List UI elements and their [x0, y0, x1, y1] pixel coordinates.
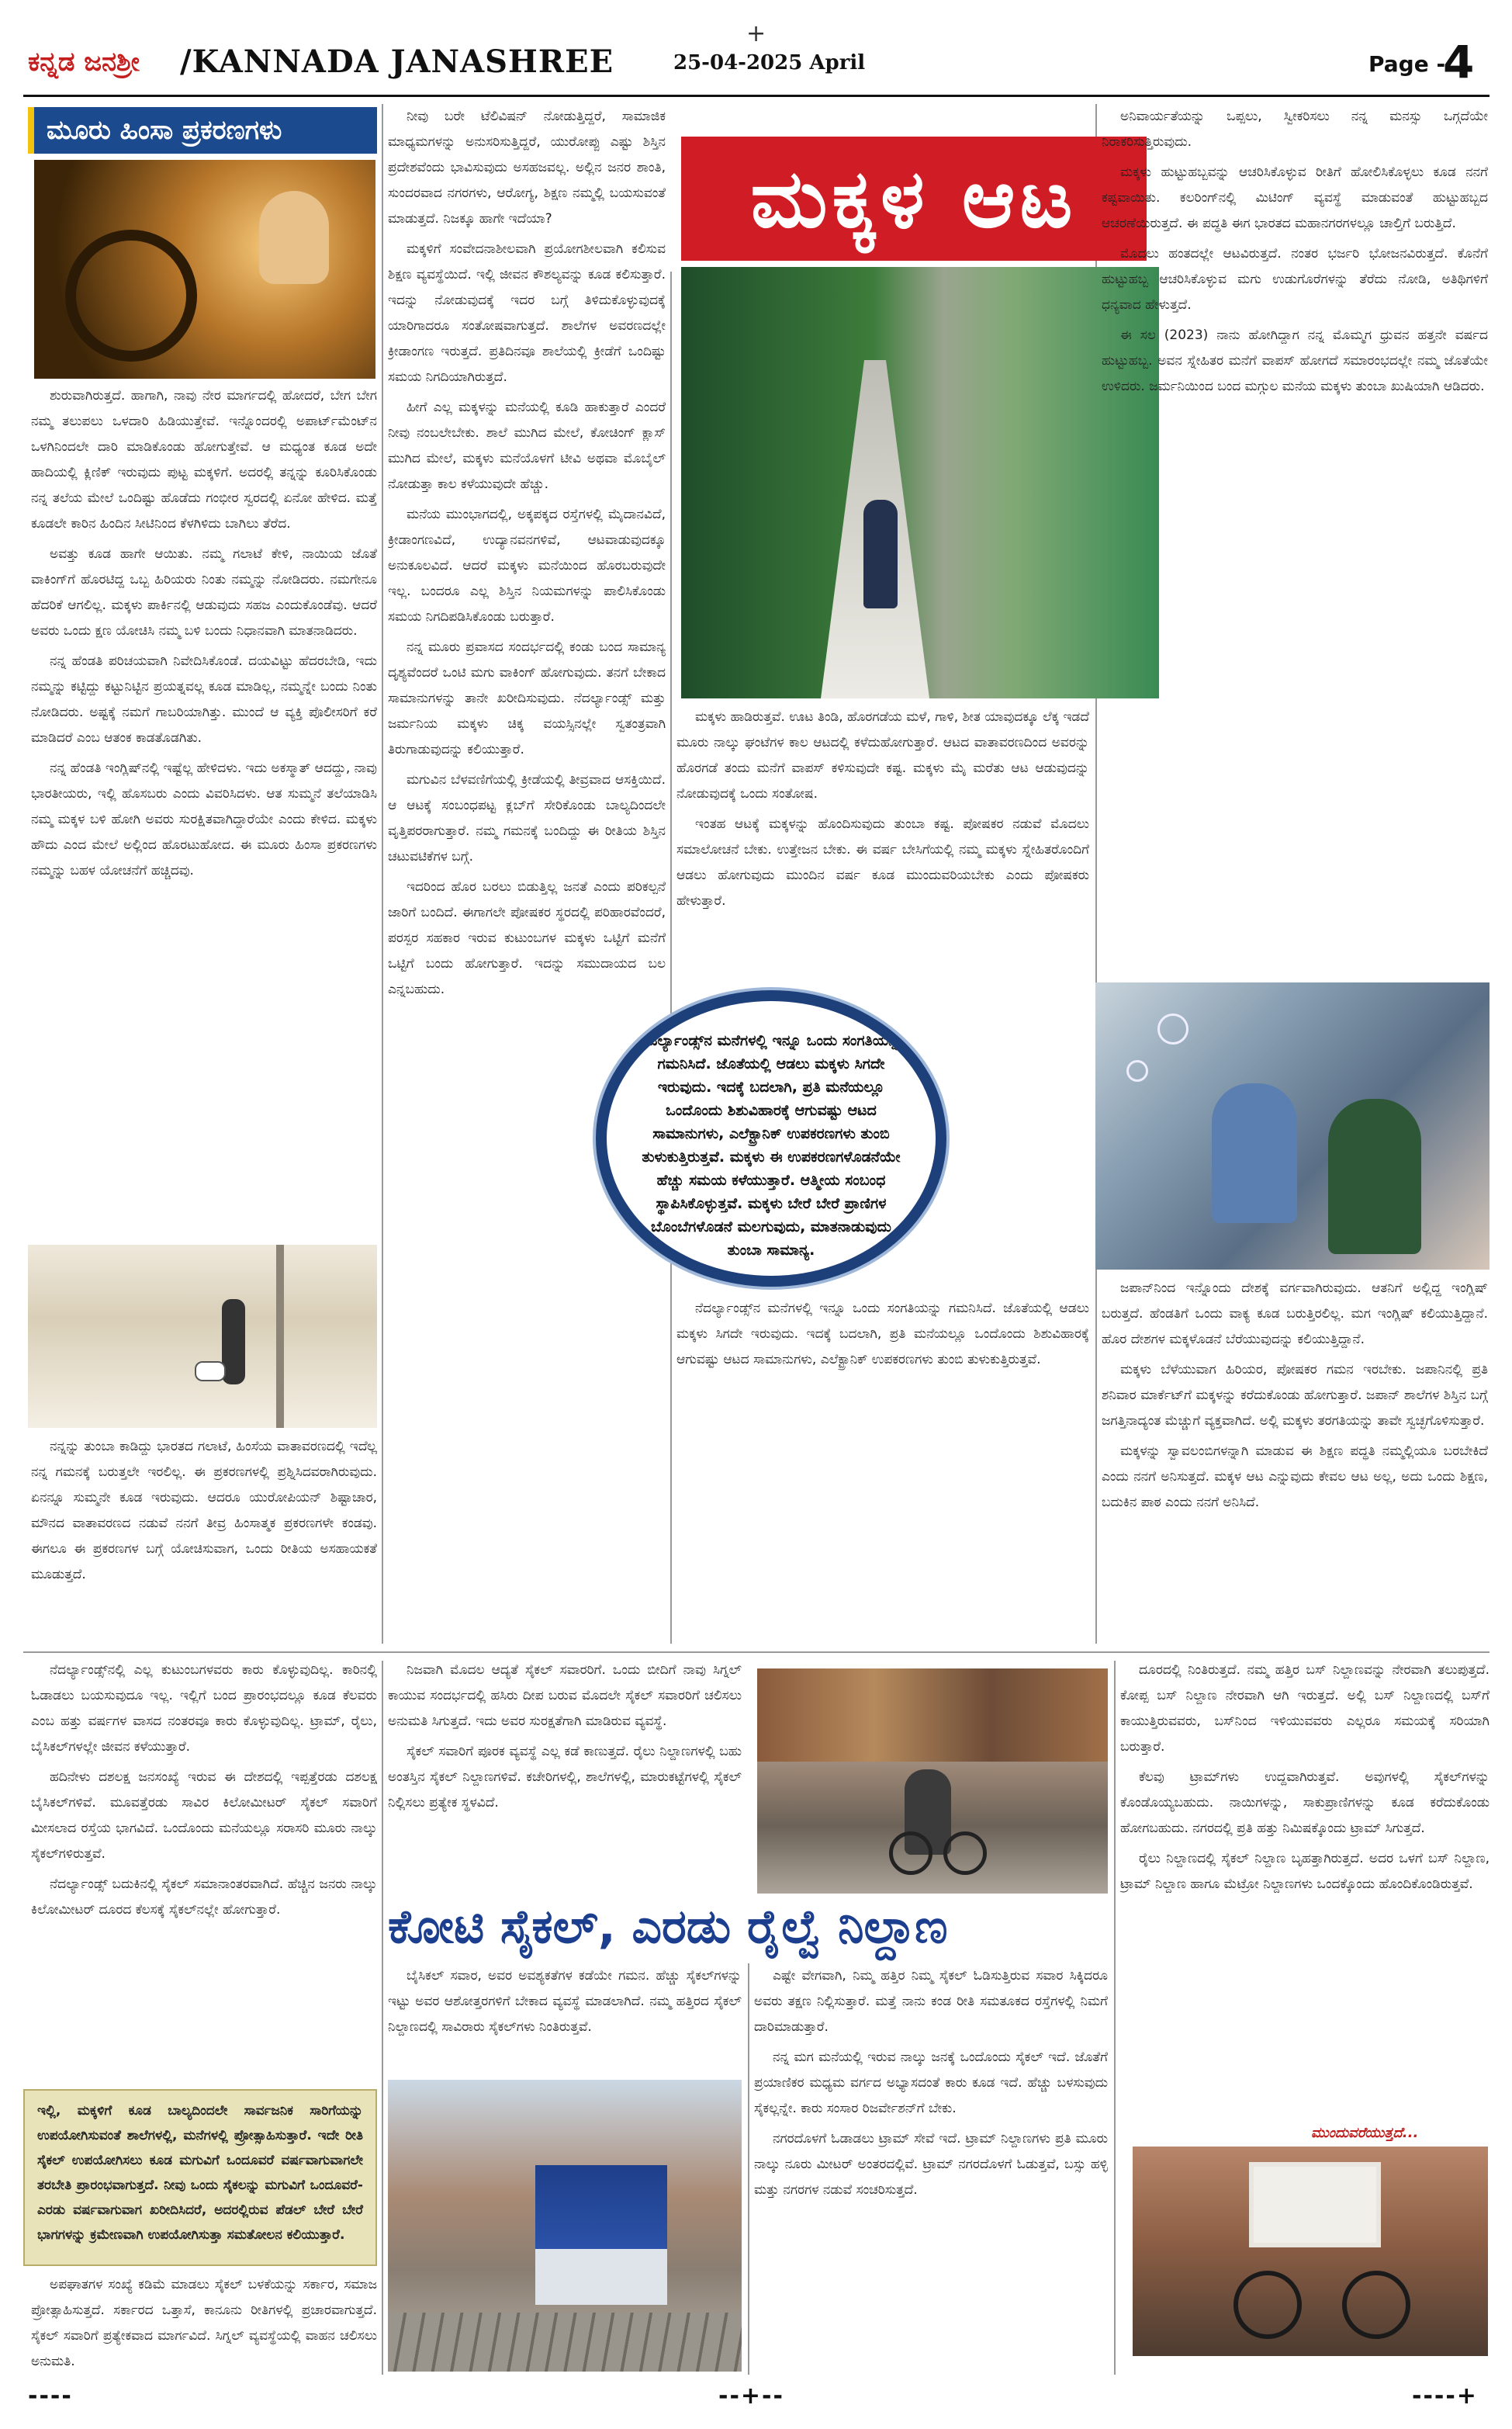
paragraph: ಅಪಘಾತಗಳ ಸಂಖ್ಯೆ ಕಡಿಮೆ ಮಾಡಲು ಸೈಕಲ್ ಬಳಕೆಯನ್ನು ಸರ್ಕಾರ, ಸಮಾಜ ಪ್ರೋತ್ಸಾಹಿಸುತ್ತದೆ. ಸರ್ಕಾರದ ಒತ್ತಾಸೆ, ಕಾನೂನು ರೀತಿಗಳಲ್ಲಿ ಪ್ರಚಾರವಾಗುತ್ತದೆ. ಸೈಕಲ್ ಸವಾರಿಗೆ ಪ್ರತ್ಯೇಕವಾದ ಮಾರ್ಗವಿದೆ. ಸಿಗ್ನಲ್ ವ್ಯವಸ್ಥೆಯಲ್ಲಿ ವಾಹನ ಚಲಿಸಲು ಅನುಮತಿ. — [31, 2277, 377, 2369]
column-three-lower-text — [676, 1296, 1089, 1641]
paragraph: ಹದಿನೇಳು ದಶಲಕ್ಷ ಜನಸಂಖ್ಯೆ ಇರುವ ಈ ದೇಶದಲ್ಲಿ ಇಪ್ಪತ್ತೆರಡು ದಶಲಕ್ಷ ಬೈಸಿಕಲ್‌ಗಳಿವೆ. ಮೂವತ್ತೆರಡು ಸಾವಿರ ಕಿಲೋಮೀಟರ್ ಸೈಕಲ್ ಸವಾರಿಗೆ ಮೀಸಲಾದ ರಸ್ತೆಯ ಭಾಗವಿದೆ. ಒಂದೊಂದು ಮನೆಯಲ್ಲೂ ಸರಾಸರಿ ಮೂರು ನಾಲ್ಕು ಸೈಕಲ್‌ಗಳಿರುತ್ತವೆ. — [31, 1769, 377, 1862]
paragraph: ಎಷ್ಟೇ ವೇಗವಾಗಿ, ನಿಮ್ಮ ಹತ್ತಿರ ನಿಮ್ಮ ಸೈಕಲ್ ಓಡಿಸುತ್ತಿರುವ ಸವಾರ ಸಿಕ್ಕಿದರೂ ಅವರು ತಕ್ಷಣ ನಿಲ್ಲಿಸುತ್ತಾರೆ. ಮತ್ತೆ ನಾನು ಕಂಡ ರೀತಿ ಸಮತೂಕದ ರಸ್ತೆಗಳಲ್ಲಿ ನಿಮಗೆ ದಾರಿಮಾಡುತ್ತಾರೆ. — [754, 1968, 1108, 2035]
paragraph: ಮನೆಯ ಮುಂಭಾಗದಲ್ಲಿ, ಅಕ್ಕಪಕ್ಕದ ರಸ್ತೆಗಳಲ್ಲಿ ಮೈದಾನವಿದೆ, ಕ್ರೀಡಾಂಗಣವಿದೆ, ಉದ್ಯಾನವನಗಳಿವೆ, ಆಟವಾಡುವುದಕ್ಕೂ ಅನುಕೂಲವಿದೆ. ಆದರೆ ಮಕ್ಕಳು ಮನೆಯಿಂದ ಹೊರಬರುವುದೇ ಇಲ್ಲ. ಬಂದರೂ ಎಲ್ಲ ಶಿಸ್ತಿನ ನಿಯಮಗಳನ್ನು ಪಾಲಿಸಿಕೊಂಡು ಸಮಯ ನಿಗದಿಪಡಿಸಿಕೊಂಡು ಬರುತ್ತಾರೆ. — [388, 507, 666, 625]
child-figure-icon — [1328, 1099, 1421, 1254]
tram-icon — [535, 2165, 667, 2305]
paragraph: ಮಕ್ಕಳನ್ನು ಸ್ವಾವಲಂಬಿಗಳನ್ನಾಗಿ ಮಾಡುವ ಈ ಶಿಕ್ಷಣ ಪದ್ಧತಿ ನಮ್ಮಲ್ಲಿಯೂ ಬರಬೇಕಿದೆ ಎಂದು ನನಗೆ ಅನಿಸುತ್ತದೆ. ಮಕ್ಕಳ ಆಟ ಎನ್ನುವುದು ಕೇವಲ ಆಟ ಅಲ್ಲ, ಅದು ಒಂದು ಶಿಕ್ಷಣ, ಬದುಕಿನ ಪಾಠ ಎಂದು ನನಗೆ ಅನಿಸಿದೆ. — [1102, 1443, 1488, 1510]
column-divider — [748, 1963, 749, 2375]
paragraph: ಶುರುವಾಗಿರುತ್ತದೆ. ಹಾಗಾಗಿ, ನಾವು ನೇರ ಮಾರ್ಗದಲ್ಲಿ ಹೋದರೆ, ಬೇಗ ಬೇಗ ನಮ್ಮ ತಲುಪಲು ಒಳದಾರಿ ಹಿಡಿಯುತ್ತೇವೆ. ಇನ್ನೊಂದರಲ್ಲಿ ಅಪಾರ್ಟ್‌ಮೆಂಟ್‌ನ ಒಳಗಿನಿಂದಲೇ ದಾರಿ ಮಾಡಿಕೊಂಡು ಹೋಗುತ್ತೇವೆ. ಆ ಮಧ್ಯಂತ ಕೂಡ ಅದೇ ಹಾದಿಯಲ್ಲಿ ಕ್ಲಿಣಿಕ್ ಇರುವುದು ಪುಟ್ಟ ಮಕ್ಕಳಿಗೆ. ಅದರಲ್ಲಿ ತನ್ನನ್ನು ಕೂರಿಸಿಕೊಂಡು ನನ್ನ ತಲೆಯ ಮೇಲೆ ಒಂದಿಷ್ಟು ಹೊಡೆದು ಗಂಭೀರ ಸ್ವರದಲ್ಲಿ ಏನೋ ಹೇಳಿದ. ಮತ್ತೆ ಕೂಡಲೇ ಕಾರಿನ ಹಿಂದಿನ ಸೀಟಿನಿಂದ ಕೆಳಗಿಳಿದು ಬಾಗಿಲು ತೆರೆದ. — [31, 388, 377, 532]
issue-date: 25-04-2025 April — [673, 51, 866, 74]
cyclists-street-photo — [757, 1668, 1108, 1894]
column-divider — [382, 104, 383, 1644]
canal-houses-icon — [757, 1668, 1108, 1762]
cycle-story-headline: ಕೋಟಿ ಸೈಕಲ್, ಎರಡು ರೈಲ್ವೆ ನಿಲ್ದಾಣ — [388, 1900, 948, 1954]
cycle-column-two-text — [388, 1658, 742, 1890]
registration-mark-icon: + — [746, 20, 766, 47]
paragraph: ನನ್ನ ಮೂರು ಪ್ರವಾಸದ ಸಂದರ್ಭದಲ್ಲಿ ಕಂಡು ಬಂದ ಸಾಮಾನ್ಯ ದೃಶ್ಯವೆಂದರೆ ಒಂಟಿ ಮಗು ವಾಕಿಂಗ್ ಹೋಗುವುದು. ತನಗೆ ಬೇಕಾದ ಸಾಮಾನುಗಳನ್ನು ತಾನೇ ಖರೀದಿಸುವುದು. ನೆದರ್ಲ್ಯಾಂಡ್ಸ್ ಮತ್ತು ಜರ್ಮನಿಯ ಮಕ್ಕಳು ಚಿಕ್ಕ ವಯಸ್ಸಿನಲ್ಲೇ ಸ್ವತಂತ್ರವಾಗಿ ತಿರುಗಾಡುವುದನ್ನು ಕಲಿಯುತ್ತಾರೆ. — [388, 639, 666, 757]
bicycle-wheel-icon — [943, 1831, 987, 1875]
column-three-text — [676, 705, 1089, 984]
paragraph: ನನ್ನನ್ನು ತುಂಬಾ ಕಾಡಿದ್ದು ಭಾರತದ ಗಲಾಟೆ, ಹಿಂಸೆಯ ವಾತಾವರಣದಲ್ಲಿ ಇದೆಲ್ಲ ನನ್ನ ಗಮನಕ್ಕೆ ಬರುತ್ತಲೇ ಇರಲಿಲ್ಲ. ಈ ಪ್ರಕರಣಗಳಲ್ಲಿ ಪ್ರಶ್ನಿಸಿದವರಾಗಿರುವುದು. ಏನನ್ನೂ ಸುಮ್ಮನೇ ಕೂಡ ಇರುವುದು. ಆದರೂ ಯುರೋಪಿಯನ್ ಶಿಷ್ಟಾಚಾರ, ಮೌನದ ವಾತಾವರಣದ ನಡುವೆ ನನಗೆ ತೀವ್ರ ಹಿಂಸಾತ್ಮಕ ಪ್ರಕರಣಗಳೇ ಕಂಡವು. ಈಗಲೂ ಈ ಪ್ರಕರಣಗಳ ಬಗ್ಗೆ ಯೋಚಿಸುವಾಗ, ಒಂದು ರೀತಿಯ ಅಸಹಾಯಕತೆ ಮೂಡುತ್ತದೆ. — [31, 1439, 377, 1582]
cycle-column-one-text — [31, 1658, 377, 2084]
paragraph: ಮಕ್ಕಳು ಬೆಳೆಯುವಾಗ ಹಿರಿಯರ, ಪೋಷಕರ ಗಮನ ಇರಬೇಕು. ಜಪಾನಿನಲ್ಲಿ ಪ್ರತಿ ಶನಿವಾರ ಮಾರ್ಕೆಟ್‌ಗೆ ಮಕ್ಕಳನ್ನು ಕರೆದುಕೊಂಡು ಹೋಗುತ್ತಾರೆ. ಜಪಾನ್ ಶಾಲೆಗಳ ಶಿಸ್ತಿನ ಬಗ್ಗೆ ಜಗತ್ತಿನಾದ್ಯಂತ ಮೆಚ್ಚುಗೆ ವ್ಯಕ್ತವಾಗಿದೆ. ಅಲ್ಲಿ ಮಕ್ಕಳು ತರಗತಿಯನ್ನು ತಾವೇ ಸ್ವಚ್ಛಗೊಳಿಸುತ್ತಾರೆ. — [1102, 1362, 1488, 1429]
paragraph: ಜಪಾನ್‌ನಿಂದ ಇನ್ನೊಂದು ದೇಶಕ್ಕೆ ವರ್ಗವಾಗಿರುವುದು. ಆತನಿಗೆ ಅಲ್ಲಿದ್ದ ಇಂಗ್ಲಿಷ್ ಬರುತ್ತದೆ. ಹೆಂಡತಿಗೆ ಒಂದು ವಾಕ್ಯ ಕೂಡ ಬರುತ್ತಿರಲಿಲ್ಲ. ಮಗ ಇಂಗ್ಲಿಷ್ ಕಲಿಯುತ್ತಿದ್ದಾನೆ. ಹೊರ ದೇಶಗಳ ಮಕ್ಕಳೊಡನೆ ಬೆರೆಯುವುದನ್ನು ಕಲಿಯುತ್ತಿದ್ದಾನೆ. — [1102, 1280, 1488, 1347]
paragraph: ನಿಜವಾಗಿ ಮೊದಲ ಆದ್ಯತೆ ಸೈಕಲ್ ಸವಾರರಿಗೆ. ಒಂದು ಬೀದಿಗೆ ನಾವು ಸಿಗ್ನಲ್ ಕಾಯುವ ಸಂದರ್ಭದಲ್ಲಿ ಹಸಿರು ದೀಪ ಬರುವ ಮೊದಲೇ ಸೈಕಲ್ ಸವಾರರಿಗೆ ಚಲಿಸಲು ಅನುಮತಿ ಸಿಗುತ್ತದೆ. ಇದು ಅವರ ಸುರಕ್ಷತೆಗಾಗಿ ಮಾಡಿರುವ ವ್ಯವಸ್ಥೆ. — [388, 1662, 742, 1729]
paragraph: ಸೈಕಲ್ ಸವಾರಿಗೆ ಪೂರಕ ವ್ಯವಸ್ಥೆ ಎಲ್ಲ ಕಡೆ ಕಾಣುತ್ತದೆ. ರೈಲು ನಿಲ್ದಾಣಗಳಲ್ಲಿ ಬಹು ಅಂತಸ್ತಿನ ಸೈಕಲ್ ನಿಲ್ದಾಣಗಳಿವೆ. ಕಚೇರಿಗಳಲ್ಲಿ, ಶಾಲೆಗಳಲ್ಲಿ, ಮಾರುಕಟ್ಟೆಗಳಲ್ಲಿ ಸೈಕಲ್ ನಿಲ್ಲಿಸಲು ಪ್ರತ್ಯೇಕ ಸ್ಥಳವಿದೆ. — [388, 1744, 742, 1810]
column-divider — [1114, 1661, 1116, 2375]
paragraph: ರೈಲು ನಿಲ್ದಾಣದಲ್ಲಿ ಸೈಕಲ್ ನಿಲ್ದಾಣ ಬೃಹತ್ತಾಗಿರುತ್ತದೆ. ಅದರ ಒಳಗೆ ಬಸ್ ನಿಲ್ದಾಣ, ಟ್ರಾಮ್ ನಿಲ್ದಾಣ ಹಾಗೂ ಮೆಟ್ರೋ ನಿಲ್ದಾಣಗಳು ಒಂದಕ್ಕೊಂದು ಹೊಂದಿಕೊಂಡಿರುತ್ತವೆ. — [1120, 1851, 1490, 1892]
paragraph: ಮಗುವಿನ ಬೆಳವಣಿಗೆಯಲ್ಲಿ ಕ್ರೀಡೆಯಲ್ಲಿ ತೀವ್ರವಾದ ಆಸಕ್ತಿಯಿದೆ. ಆ ಆಟಕ್ಕೆ ಸಂಬಂಧಪಟ್ಟ ಕ್ಲಬ್‌ಗೆ ಸೇರಿಕೊಂಡು ಬಾಲ್ಯದಿಂದಲೇ ವೃತ್ತಿಪರರಾಗುತ್ತಾರೆ. ನಮ್ಮ ಗಮನಕ್ಕೆ ಬಂದಿದ್ದು ಈ ರೀತಿಯ ಶಿಸ್ತಿನ ಚಟುವಟಿಕೆಗಳ ಬಗ್ಗೆ. — [388, 772, 666, 865]
paragraph: ನಗರದೊಳಗೆ ಓಡಾಡಲು ಟ್ರಾಮ್ ಸೇವೆ ಇದೆ. ಟ್ರಾಮ್ ನಿಲ್ದಾಣಗಳು ಪ್ರತಿ ಮೂರು ನಾಲ್ಕು ನೂರು ಮೀಟರ್ ಅಂತರದಲ್ಲಿವೆ. ಟ್ರಾಮ್ ನಗರದೊಳಗೆ ಓಡುತ್ತವೆ, ಬಸ್ಸು ಹಳ್ಳಿ ಮತ್ತು ನಗರಗಳ ನಡುವೆ ಸಂಚರಿಸುತ್ತದೆ. — [754, 2131, 1108, 2198]
paragraph: ಮೊದಲು ಹಂತದಲ್ಲೇ ಆಟವಿರುತ್ತದೆ. ನಂತರ ಭರ್ಜರಿ ಭೋಜನವಿರುತ್ತದೆ. ಕೊನೆಗೆ ಹುಟ್ಟುಹಬ್ಬ ಆಚರಿಸಿಕೊಳ್ಳುವ ಮಗು ಉಡುಗೊರೆಗಳನ್ನು ತೆರೆದು ನೋಡಿ, ಅತಿಥಿಗಳಿಗೆ ಧನ್ಯವಾದ ಹೇಳುತ್ತದೆ. — [1102, 246, 1488, 313]
driver-figure-icon — [259, 191, 329, 284]
dog-icon — [195, 1361, 226, 1381]
paragraph: ನೆದರ್ಲ್ಯಾಂಡ್ಸ್ ಬದುಕಿನಲ್ಲಿ ಸೈಕಲ್ ಸಮಾನಾಂತರವಾಗಿದೆ. ಹೆಚ್ಚಿನ ಜನರು ನಾಲ್ಕು ಕಿಲೋಮೀಟರ್ ದೂರದ ಕೆಲಸಕ್ಕೆ ಸೈಕಲ್‌ನಲ್ಲೇ ಹೋಗುತ್ತಾರೆ. — [31, 1876, 377, 1918]
footer-right-mark: ----+ — [1412, 2382, 1478, 2410]
steering-wheel-icon — [65, 230, 197, 362]
highlight-box: ಇಲ್ಲಿ, ಮಕ್ಕಳಿಗೆ ಕೂಡ ಬಾಲ್ಯದಿಂದಲೇ ಸಾರ್ವಜನಿಕ ಸಾರಿಗೆಯನ್ನು ಉಪಯೋಗಿಸುವಂತೆ ಶಾಲೆಗಳಲ್ಲಿ, ಮನೆಗಳಲ್ಲಿ ಪ್ರೋತ್ಸಾಹಿಸುತ್ತಾರೆ. ಇದೇ ರೀತಿ ಸೈಕಲ್ ಉಪಯೋಗಿಸಲು ಕೂಡ ಮಗುವಿಗೆ ಒಂದೂವರೆ ವರ್ಷವಾಗುವಾಗಲೇ ತರಬೇತಿ ಪ್ರಾರಂಭವಾಗುತ್ತದೆ. ನೀವು ಒಂದು ಸೈಕಲನ್ನು ಮಗುವಿಗೆ ಒಂದೂವರೆ-ಎರಡು ವರ್ಷವಾಗುವಾಗ ಖರೀದಿಸಿದರೆ, ಅದರಲ್ಲಿರುವ ಪೆಡಲ್ ಬೇರೆ ಬೇರೆ ಭಾಗಗಳನ್ನು ಕ್ರಮೇಣವಾಗಿ ಉಪಯೋಗಿಸುತ್ತಾ ಸಮತೋಲನ ಕಲಿಯುತ್ತಾರೆ. — [23, 2089, 377, 2266]
man-walking-dog-photo — [28, 1245, 377, 1428]
paragraph: ಮಕ್ಕಳು ಹುಟ್ಟುಹಬ್ಬವನ್ನು ಆಚರಿಸಿಕೊಳ್ಳುವ ರೀತಿಗೆ ಹೋಲಿಸಿಕೊಳ್ಳಲು ಕೂಡ ನನಗೆ ಕಷ್ಟವಾಯಿತು. ಕಲರಿಂಗ್‌ನಲ್ಲಿ ಮಿಟಿಂಗ್ ವ್ಯವಸ್ಥೆ ಮಾಡುವಂತೆ ಹುಟ್ಟುಹಬ್ಬದ ಆಚರಣೆಯಿರುತ್ತದೆ. ಈ ಪದ್ಧತಿ ಈಗ ಭಾರತದ ಮಹಾನಗರಗಳಲ್ಲೂ ಚಾಲ್ತಿಗೆ ಬರುತ್ತಿದೆ. — [1102, 165, 1488, 231]
paragraph: ಅನಿವಾರ್ಯತೆಯನ್ನು ಒಪ್ಪಲು, ಸ್ವೀಕರಿಸಲು ನನ್ನ ಮನಸ್ಸು ಒಗ್ಗದೆಯೇ ನಿರಾಕರಿಸುತ್ತಿರುವುದು. — [1102, 109, 1488, 150]
paragraph: ನೆದರ್ಲ್ಯಾಂಡ್ಸ್‌ನಲ್ಲಿ ಎಲ್ಲ ಕುಟುಂಬಗಳವರು ಕಾರು ಕೊಳ್ಳುವುದಿಲ್ಲ. ಕಾರಿನಲ್ಲಿ ಓಡಾಡಲು ಬಯಸುವುದೂ ಇಲ್ಲ. ಇಲ್ಲಿಗೆ ಬಂದ ಪ್ರಾರಂಭದಲ್ಲೂ ಕೂಡ ಕೆಲವರು ಎಂಬ ಹತ್ತು ವರ್ಷಗಳ ವಾಸದ ನಂತರವೂ ಕಾರು ಕೊಳ್ಳುವುದಿಲ್ಲ. ಟ್ರಾಮ್, ರೈಲು, ಬೈಸಿಕಲ್‌ಗಳಲ್ಲೇ ಜೀವನ ಕಳೆಯುತ್ತಾರೆ. — [31, 1662, 377, 1755]
bubble-icon — [1157, 1014, 1188, 1045]
paragraph: ಮಕ್ಕಳು ಹಾಡಿರುತ್ತವೆ. ಊಟ ತಿಂಡಿ, ಹೊರಗಡೆಯ ಮಳೆ, ಗಾಳಿ, ಶೀತ ಯಾವುದಕ್ಕೂ ಲೆಕ್ಕ ಇಡದೆ ಮೂರು ನಾಲ್ಕು ಘಂಟೆಗಳ ಕಾಲ ಆಟದಲ್ಲಿ ಕಳೆದುಹೋಗುತ್ತಾರೆ. ಆಟದ ವಾತಾವರಣದಿಂದ ಅವರನ್ನು ಹೊರಗಡೆ ತಂದು ಮನೆಗೆ ವಾಪಸ್ ಕಳಿಸುವುದೇ ಕಷ್ಟ. ಮಕ್ಕಳು ಮೈ ಮರೆತು ಆಟ ಆಡುವುದನ್ನು ನೋಡುವುದಕ್ಕೆ ಒಂದು ಸಂತೋಷ. — [676, 709, 1089, 802]
paragraph: ನನ್ನ ಹೆಂಡತಿ ಇಂಗ್ಲಿಷ್‌ನಲ್ಲಿ ಇಷ್ಟೆಲ್ಲ ಹೇಳಿದಳು. ಇದು ಅಕಸ್ಮಾತ್ ಆದದ್ದು, ನಾವು ಭಾರತೀಯರು, ಇಲ್ಲಿ ಹೊಸಬರು ಎಂದು ವಿವರಿಸಿದಳು. ಆತ ಸುಮ್ಮನೆ ತಲೆಯಾಡಿಸಿ ನಮ್ಮ ಮಕ್ಕಳ ಬಳಿ ಹೋಗಿ ಅವರು ಸುರಕ್ಷಿತವಾಗಿದ್ದಾರೆಯೇ ಎಂದು ಕೇಳಿದ. ಮಕ್ಕಳು ಹೌದು ಎಂದ ಮೇಲೆ ಅಲ್ಲಿಂದ ಹೊರಟುಹೋದ. ಈ ಮೂರು ಹಿಂಸಾ ಪ್ರಕರಣಗಳು ನಮ್ಮನ್ನು ಬಹಳ ಯೋಚನೆಗೆ ಹಚ್ಚಿದವು. — [31, 761, 377, 878]
paragraph: ನೀವು ಬರೇ ಟೆಲಿವಿಷನ್ ನೋಡುತ್ತಿದ್ದರೆ, ಸಾಮಾಜಿಕ ಮಾಧ್ಯಮಗಳನ್ನು ಅನುಸರಿಸುತ್ತಿದ್ದರೆ, ಯುರೋಪ್ಪು ಎಷ್ಟು ಶಿಸ್ತಿನ ಪ್ರದೇಶವೆಂದು ಭಾವಿಸುವುದು ಅಸಹಜವಲ್ಲ. ಅಲ್ಲಿನ ಜನರ ಶಾಂತಿ, ಸುಂದರವಾದ ನಗರಗಳು, ಆರೋಗ್ಯ, ಶಿಕ್ಷಣ ನಮ್ಮಲ್ಲಿ ಬಯಸುವಂತೆ ಮಾಡುತ್ತದೆ. ನಿಜಕ್ಕೂ ಹಾಗೇ ಇದೆಯಾ? — [388, 109, 666, 227]
paragraph: ಕೆಲವು ಟ್ರಾಮ್‌ಗಳು ಉದ್ದವಾಗಿರುತ್ತವೆ. ಅವುಗಳಲ್ಲಿ ಸೈಕಲ್‌ಗಳನ್ನು ಕೊಂಡೊಯ್ಯಬಹುದು. ನಾಯಿಗಳನ್ನು, ಸಾಕುಪ್ರಾಣಿಗಳನ್ನು ಕೂಡ ಕರೆದುಕೊಂಡು ಹೋಗಬಹುದು. ನಗರದಲ್ಲಿ ಪ್ರತಿ ಹತ್ತು ನಿಮಿಷಕ್ಕೊಂದು ಟ್ರಾಮ್ ಸಿಗುತ್ತದೆ. — [1120, 1769, 1490, 1836]
tram-station-photo — [388, 2080, 742, 2372]
column-four-text — [1102, 104, 1488, 976]
paragraph: ಈ ಸಲ (2023) ನಾನು ಹೋಗಿದ್ದಾಗ ನನ್ನ ಮೊಮ್ಮಗ ಧ್ರುವನ ಹತ್ತನೇ ವರ್ಷದ ಹುಟ್ಟುಹಬ್ಬ. ಅವನ ಸ್ನೇಹಿತರ ಮನೆಗೆ ವಾಪಸ್ ಹೋಗದೆ ಸಮಾರಂಭದಲ್ಲೇ ನಮ್ಮ ಜೊತೆಯೇ ಉಳಿದರು. ಜರ್ಮನಿಯಿಂದ ಬಂದ ಮಗ್ಗುಲ ಮನೆಯ ಮಕ್ಕಳು ತುಂಬಾ ಖುಷಿಯಾಗಿ ಆಡಿದರು. — [1102, 327, 1488, 394]
bicycle-wheel-icon — [1342, 2271, 1410, 2339]
window-icon — [1249, 2162, 1381, 2247]
page-label: Page - — [1368, 51, 1446, 77]
feature-title-banner: ಮಕ್ಕಳ ಆಟ — [681, 137, 1147, 261]
left-column-text — [31, 383, 377, 1237]
child-walking-path-photo — [681, 267, 1159, 698]
footer-left-mark: ---- — [28, 2382, 73, 2410]
column-four-lower-text — [1102, 1276, 1488, 1641]
paragraph: ಹೀಗೆ ಎಲ್ಲ ಮಕ್ಕಳನ್ನು ಮನೆಯಲ್ಲಿ ಕೂಡಿ ಹಾಕುತ್ತಾರೆ ಎಂದರೆ ನೀವು ನಂಬಲೇಬೇಕು. ಶಾಲೆ ಮುಗಿದ ಮೇಲೆ, ಕೋಚಿಂಗ್ ಕ್ಲಾಸ್ ಮುಗಿದ ಮೇಲೆ, ಮಕ್ಕಳು ಮನೆಯೊಳಗೆ ಟೀವಿ ಅಥವಾ ಮೊಬೈಲ್ ನೋಡುತ್ತಾ ಕಾಲ ಕಳೆಯುವುದೇ ಹೆಚ್ಚು. — [388, 400, 666, 492]
footer-center-mark: --+-- — [718, 2382, 784, 2410]
column-divider — [382, 1661, 383, 2375]
page-number: 4 — [1443, 36, 1475, 88]
children-bubbles-photo — [1095, 982, 1490, 1270]
section-divider — [23, 1651, 1490, 1653]
lamp-post-icon — [276, 1245, 284, 1428]
paragraph: ಇದರಿಂದ ಹೊರ ಬರಲು ಬಿಡುತ್ತಿಲ್ಲ ಜನತೆ ಎಂದು ಪರಿಕಲ್ಪನೆ ಜಾರಿಗೆ ಬಂದಿದೆ. ಈಗಾಗಲೇ ಪೋಷಕರ ಸ್ಥರದಲ್ಲಿ ಪರಿಹಾರವೆಂದರೆ, ಪರಸ್ಪರ ಸಹಕಾರ ಇರುವ ಕುಟುಂಬಗಳ ಮಕ್ಕಳು ಒಟ್ಟಿಗೆ ಮನೆಗೆ ಒಟ್ಟಿಗೆ ಬಂದು ಹೋಗುತ್ತಾರೆ. ಇದನ್ನು ಸಮುದಾಯದ ಬಲ ಎನ್ನಬಹುದು. — [388, 879, 666, 997]
bicycle-wheel-icon — [1233, 2271, 1302, 2339]
paragraph: ನೆದರ್ಲ್ಯಾಂಡ್ಸ್‌ನ ಮನೆಗಳಲ್ಲಿ ಇನ್ನೂ ಒಂದು ಸಂಗತಿಯನ್ನು ಗಮನಿಸಿದೆ. ಜೊತೆಯಲ್ಲಿ ಆಡಲು ಮಕ್ಕಳು ಸಿಗದೇ ಇರುವುದು. ಇದಕ್ಕೆ ಬದಲಾಗಿ, ಪ್ರತಿ ಮನೆಯಲ್ಲೂ ಒಂದೊಂದು ಶಿಶುವಿಹಾರಕ್ಕೆ ಆಗುವಷ್ಟು ಆಟದ ಸಾಮಾನುಗಳು, ಎಲೆಕ್ಟ್ರಾನಿಕ್ ಉಪಕರಣಗಳು ತುಂಬಿ ತುಳುಕುತ್ತಿರುತ್ತವೆ. — [676, 1301, 1089, 1367]
pull-quote — [593, 987, 950, 1290]
child-figure-icon — [1212, 1083, 1297, 1223]
paragraph: ನನ್ನ ಹೆಂಡತಿ ಪರಿಚಯವಾಗಿ ನಿವೇದಿಸಿಕೊಂಡೆ. ದಯವಿಟ್ಟು ಹೆದರಬೇಡಿ, ಇದು ನಮ್ಮನ್ನು ಕಟ್ಟಿದ್ದು ಕಟ್ಟುನಿಟ್ಟಿನ ಪ್ರಯತ್ನವಲ್ಲ ಕೂಡ ಮಾಡಿಲ್ಲ, ನಮ್ಮನ್ನೇ ಬಂದು ನಿಂತು ನೋಡಿದರು. ಅಷ್ಟಕ್ಕೆ ನಮಗೆ ಗಾಬರಿಯಾಗಿತ್ತು. ಮುಂದೆ ಆ ವ್ಯಕ್ತಿ ಪೊಲೀಸರಿಗೆ ಕರೆ ಮಾಡಿದರೆ ಎಂಬ ಆತಂಕ ಕಾಡತೊಡಗಿತು. — [31, 653, 377, 746]
paragraph: ಅವತ್ತು ಕೂಡ ಹಾಗೇ ಆಯಿತು. ನಮ್ಮ ಗಲಾಟೆ ಕೇಳಿ, ನಾಯಿಯ ಜೊತೆ ವಾಕಿಂಗ್‌ಗೆ ಹೊರಟಿದ್ದ ಒಬ್ಬ ಹಿರಿಯರು ನಿಂತು ನಮ್ಮನ್ನು ನೋಡಿದರು. ನಮಗೇನೂ ಹೆದರಿಕೆ ಆಗಲಿಲ್ಲ. ಮಕ್ಕಳು ಪಾರ್ಕಿನಲ್ಲಿ ಆಡುವುದು ಸಹಜ ಎಂದುಕೊಂಡೆವು. ಆದರೆ ಅವರು ಒಂದು ಕ್ಷಣ ಯೋಚಿಸಿ ನಮ್ಮ ಬಳಿ ಬಂದು ನಿಧಾನವಾಗಿ ಮಾತನಾಡಿದರು. — [31, 546, 377, 639]
continued-tag: ಮುಂದುವರೆಯುತ್ತದೆ... — [1311, 2125, 1419, 2141]
cycle-column-one-bottom-text — [31, 2272, 377, 2376]
parked-bicycle-photo — [1133, 2147, 1488, 2356]
paragraph: ದೂರದಲ್ಲಿ ನಿಂತಿರುತ್ತದೆ. ನಮ್ಮ ಹತ್ತಿರ ಬಸ್ ನಿಲ್ದಾಣವನ್ನು ನೇರವಾಗಿ ತಲುಪುತ್ತದೆ. ಕೋಪ್ಪ ಬಸ್ ನಿಲ್ದಾಣ ನೇರವಾಗಿ ಆಗಿ ಇರುತ್ತದೆ. ಅಲ್ಲಿ ಬಸ್ ನಿಲ್ದಾಣದಲ್ಲಿ ಬಸ್‌ಗೆ ಕಾಯುತ್ತಿರುವವರು, ಬಸ್‌ನಿಂದ ಇಳಿಯುವವರು ಎಲ್ಲರೂ ಸಮಯಕ್ಕೆ ಸರಿಯಾಗಿ ಬರುತ್ತಾರೆ. — [1120, 1662, 1490, 1755]
cycle-column-three-text — [754, 1963, 1108, 2375]
pull-quote-text: ನೆದರ್ಲ್ಯಾಂಡ್ಸ್‌ನ ಮನೆಗಳಲ್ಲಿ ಇನ್ನೂ ಒಂದು ಸಂಗತಿಯನ್ನು ಗಮನಿಸಿದೆ. ಜೊತೆಯಲ್ಲಿ ಆಡಲು ಮಕ್ಕಳು ಸಿಗದೇ ಇರುವುದು. ಇದಕ್ಕೆ ಬದಲಾಗಿ, ಪ್ರತಿ ಮನೆಯಲ್ಲೂ ಒಂದೊಂದು ಶಿಶುವಿಹಾರಕ್ಕೆ ಆಗುವಷ್ಟು ಆಟದ ಸಾಮಾನುಗಳು, ಎಲೆಕ್ಟ್ರಾನಿಕ್ ಉಪಕರಣಗಳು ತುಂಬಿ ತುಳುಕುತ್ತಿರುತ್ತವೆ. ಮಕ್ಕಳು ಈ ಉಪಕರಣಗಳೊಡನೆಯೇ ಹೆಚ್ಚು ಸಮಯ ಕಳೆಯುತ್ತಾರೆ. ಆತ್ಮೀಯ ಸಂಬಂಧ ಸ್ಥಾಪಿಸಿಕೊಳ್ಳುತ್ತವೆ. ಮಕ್ಕಳು ಬೇರೆ ಬೇರೆ ಪ್ರಾಣಿಗಳ ಬೊಂಬೆಗಳೊಡನೆ ಮಲಗುವುದು, ಮಾತನಾಡುವುದು ತುಂಬಾ ಸಾಮಾನ್ಯ. — [607, 1001, 936, 1276]
header-divider — [23, 95, 1490, 97]
rail-tracks-icon — [388, 2313, 742, 2372]
masthead-kannada: ಕನ್ನಡ ಜನಶ್ರೀ — [28, 47, 140, 78]
cycle-column-four-text — [1120, 1658, 1490, 2115]
child-figure-icon — [863, 500, 898, 608]
paragraph: ನನ್ನ ಮಗ ಮನೆಯಲ್ಲಿ ಇರುವ ನಾಲ್ಕು ಜನಕ್ಕೆ ಒಂದೊಂದು ಸೈಕಲ್ ಇದೆ. ಜೊತೆಗೆ ಪ್ರಯಾಣಿಕರ ಮಧ್ಯಮ ವರ್ಗದ ಅಭ್ಯಾಸದಂತೆ ಕಾರು ಕೂಡ ಇದೆ. ಹೆಚ್ಚು ಬಳಸುವುದು ಸೈಕಲ್ಲನ್ನೇ. ಕಾರು ಸಂಸಾರ ರಿಜರ್ವೇಶನ್‌ಗೆ ಬೇಕು. — [754, 2050, 1108, 2116]
paragraph: ಬೈಸಿಕಲ್ ಸವಾರ, ಅವರ ಅವಶ್ಯಕತೆಗಳ ಕಡೆಯೇ ಗಮನ. ಹೆಚ್ಚು ಸೈಕಲ್‌ಗಳನ್ನು ಇಟ್ಟು ಅವರ ಆಶೋತ್ತರಗಳಿಗೆ ಬೇಕಾದ ವ್ಯವಸ್ಥೆ ಮಾಡಲಾಗಿದೆ. ನಮ್ಮ ಹತ್ತಿರದ ಸೈಕಲ್ ನಿಲ್ದಾಣದಲ್ಲಿ ಸಾವಿರಾರು ಸೈಕಲ್‌ಗಳು ನಿಂತಿರುತ್ತವೆ. — [388, 1968, 742, 2035]
column-divider — [670, 272, 672, 1644]
section-heading: ಮೂರು ಹಿಂಸಾ ಪ್ರಕರಣಗಳು — [28, 107, 377, 154]
left-column-bottom-text — [31, 1434, 377, 1639]
cycle-column-two-lower-text — [388, 1963, 742, 2066]
paragraph: ಇಂತಹ ಆಟಕ್ಕೆ ಮಕ್ಕಳನ್ನು ಹೊಂದಿಸುವುದು ತುಂಬಾ ಕಷ್ಟ. ಪೋಷಕರ ನಡುವೆ ಮೊದಲು ಸಮಾಲೋಚನೆ ಬೇಕು. ಉತ್ತೇಜನ ಬೇಕು. ಈ ವರ್ಷ ಬೇಸಿಗೆಯಲ್ಲಿ ನಮ್ಮ ಮಕ್ಕಳು ಸ್ನೇಹಿತರೊಂದಿಗೆ ಆಡಲು ಹೋಗುವುದು ಮುಂದಿನ ವರ್ಷ ಕೂಡ ಮುಂದುವರಿಯಬೇಕು ಎಂದು ಪೋಷಕರು ಹೇಳುತ್ತಾರೆ. — [676, 816, 1089, 909]
bubble-icon — [1126, 1060, 1148, 1082]
column-two-text — [388, 104, 666, 1641]
masthead-english: /KANNADA JANASHREE — [180, 43, 614, 80]
bicycle-wheel-icon — [889, 1831, 932, 1875]
driver-photo — [34, 160, 375, 379]
paragraph: ಮಕ್ಕಳಿಗೆ ಸಂವೇದನಾಶೀಲವಾಗಿ ಪ್ರಯೋಗಶೀಲವಾಗಿ ಕಲಿಸುವ ಶಿಕ್ಷಣ ವ್ಯವಸ್ಥೆಯಿದೆ. ಇಲ್ಲಿ ಜೀವನ ಕೌಶಲ್ಯವನ್ನು ಕೂಡ ಕಲಿಸುತ್ತಾರೆ. ಇದನ್ನು ನೋಡುವುದಕ್ಕೆ ಇದರ ಬಗ್ಗೆ ತಿಳಿದುಕೊಳ್ಳುವುದಕ್ಕೆ ಯಾರಿಗಾದರೂ ಸಂತೋಷವಾಗುತ್ತದೆ. ಶಾಲೆಗಳ ಅವರಣದಲ್ಲೇ ಕ್ರೀಡಾಂಗಣ ಇರುತ್ತದೆ. ಪ್ರತಿದಿನವೂ ಶಾಲೆಯಲ್ಲಿ ಕ್ರೀಡೆಗೆ ಒಂದಿಷ್ಟು ಸಮಯ ನಿಗದಿಯಾಗಿರುತ್ತದೆ. — [388, 241, 666, 385]
